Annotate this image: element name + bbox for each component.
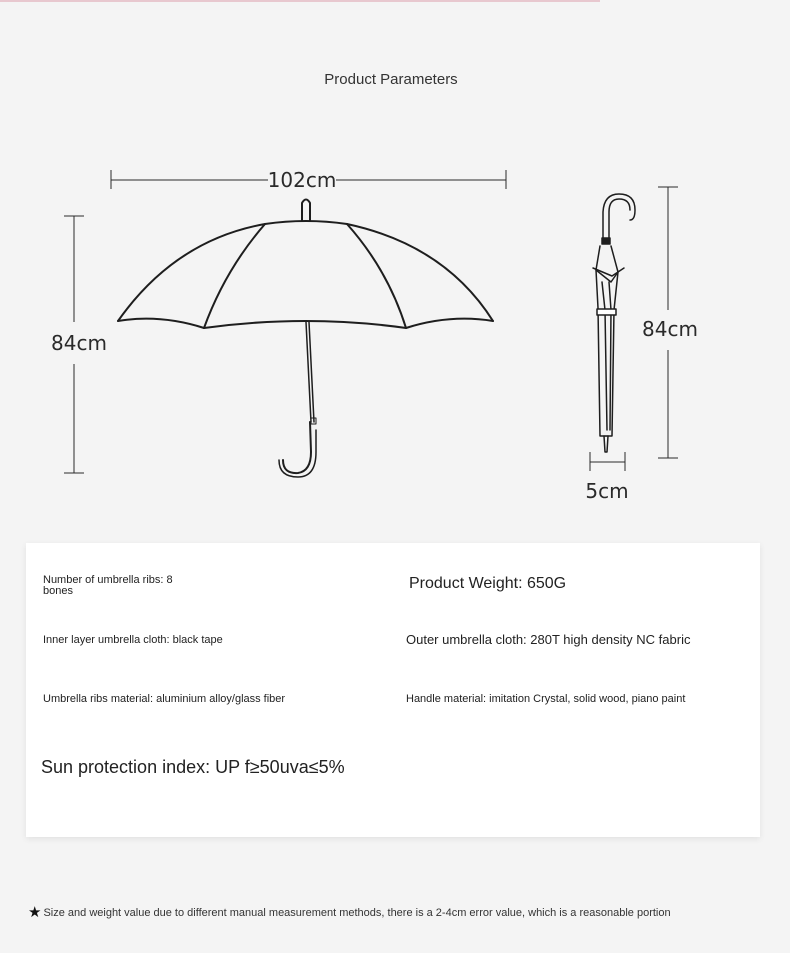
closed-umbrella-drawing <box>593 194 635 452</box>
spec-weight: Product Weight: 650G <box>409 575 567 592</box>
specification-card <box>26 543 760 837</box>
open-height-label: 84cm <box>51 331 107 355</box>
spec-inner-cloth: Inner layer umbrella cloth: black tape <box>43 634 223 646</box>
spec-sun-protection: Sun protection index: UP f≥50uva≤5% <box>41 757 345 777</box>
spec-ribs: Number of umbrella ribs: 8 bones <box>43 574 173 597</box>
closed-width-dimension <box>590 452 625 471</box>
star-icon: ★ <box>28 904 42 921</box>
spec-handle-material: Handle material: imitation Crystal, solid wood, piano paint <box>406 693 686 705</box>
measurement-footnote <box>28 903 768 921</box>
page-title: Product Parameters <box>324 71 458 88</box>
footnote-text: Size and weight value due to different manual measurement methods, there is a 2-4cm error value, which is a reasonable portion <box>43 907 671 919</box>
spec-outer-cloth: Outer umbrella cloth: 280T high density NC fabric <box>406 632 691 647</box>
closed-width-label: 5cm <box>585 479 629 503</box>
open-umbrella-drawing <box>118 200 493 478</box>
spec-ribs-material: Umbrella ribs material: aluminium alloy/glass fiber <box>43 693 286 705</box>
closed-length-label: 84cm <box>642 317 698 341</box>
open-width-label: 102cm <box>267 168 337 192</box>
